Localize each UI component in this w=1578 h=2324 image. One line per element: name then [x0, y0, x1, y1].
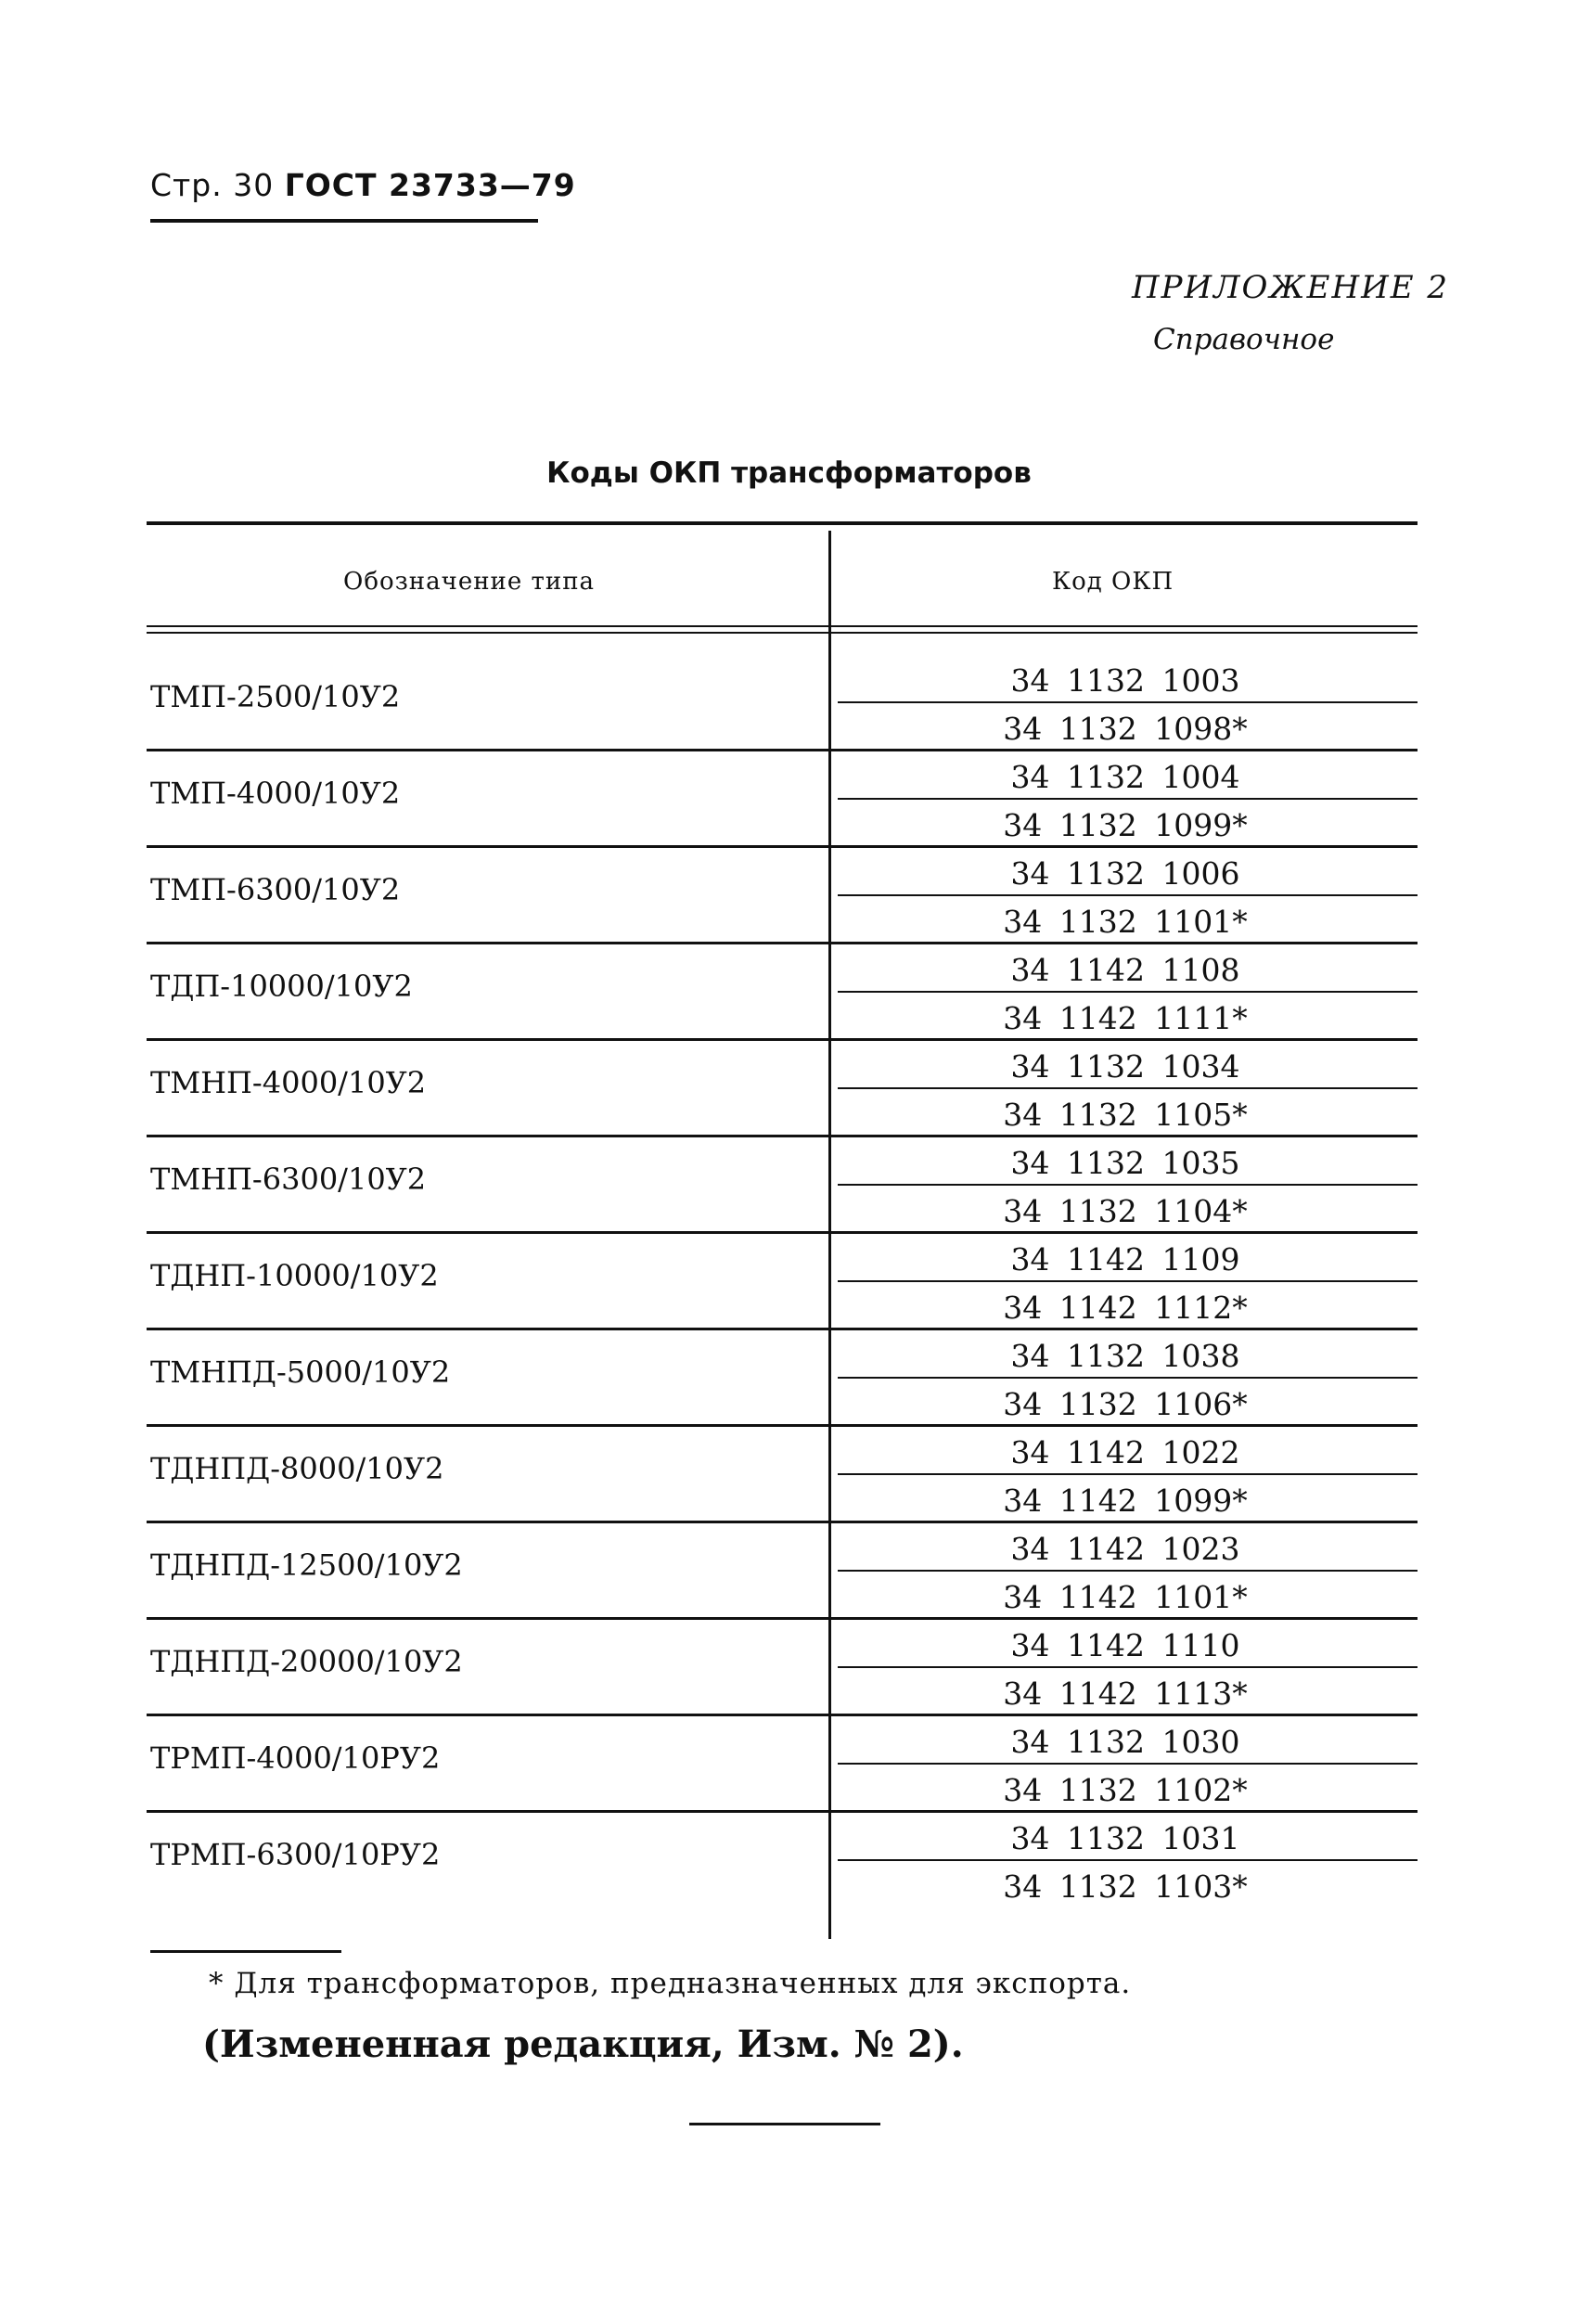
- okp-code: 34 1132 1003: [1010, 662, 1240, 699]
- code-separator: [838, 1184, 1418, 1186]
- okp-code: 34 1132 1031: [1010, 1820, 1240, 1856]
- code-separator: [838, 1377, 1418, 1379]
- okp-code: 34 1132 1034: [1010, 1048, 1240, 1085]
- end-rule: [689, 2123, 880, 2125]
- okp-code: 34 1132 1035: [1010, 1145, 1240, 1181]
- code-separator: [838, 894, 1418, 896]
- okp-code: 34 1142 1112*: [1003, 1290, 1248, 1326]
- row-separator: [147, 1328, 1418, 1330]
- okp-code: 34 1142 1109: [1010, 1241, 1240, 1278]
- okp-code: 34 1132 1102*: [1003, 1772, 1248, 1808]
- type-designation: ТМНПД-5000/10У2: [150, 1355, 451, 1390]
- row-separator: [147, 1135, 1418, 1137]
- type-designation: ТРМП-6300/10РУ2: [150, 1837, 441, 1872]
- type-designation: ТМНП-6300/10У2: [150, 1162, 427, 1197]
- okp-code: 34 1142 1099*: [1003, 1483, 1248, 1519]
- row-separator: [147, 1231, 1418, 1234]
- row-separator: [147, 1714, 1418, 1716]
- code-separator: [838, 1859, 1418, 1861]
- code-separator: [838, 1763, 1418, 1765]
- code-separator: [838, 1280, 1418, 1282]
- page-number: Стр. 30: [150, 167, 275, 203]
- row-separator: [147, 1617, 1418, 1620]
- okp-code: 34 1132 1099*: [1003, 807, 1248, 843]
- row-separator: [147, 845, 1418, 848]
- okp-code: 34 1142 1110: [1010, 1627, 1240, 1663]
- okp-code: 34 1142 1101*: [1003, 1579, 1248, 1615]
- row-separator: [147, 1521, 1418, 1523]
- table-top-rule: [147, 521, 1418, 525]
- type-designation: ТДП-10000/10У2: [150, 969, 413, 1004]
- type-designation: ТРМП-4000/10РУ2: [150, 1740, 441, 1776]
- code-separator: [838, 701, 1418, 703]
- code-separator: [838, 991, 1418, 993]
- appendix-title: ПРИЛОЖЕНИЕ 2: [1132, 269, 1450, 306]
- okp-code: 34 1142 1113*: [1003, 1676, 1248, 1712]
- code-separator: [838, 1570, 1418, 1572]
- page-header: [150, 167, 576, 203]
- okp-code: 34 1132 1101*: [1003, 904, 1248, 940]
- type-designation: ТДНПД-8000/10У2: [150, 1451, 444, 1486]
- type-designation: ТМП-2500/10У2: [150, 679, 401, 714]
- type-designation: ТДНПД-12500/10У2: [150, 1547, 463, 1583]
- footnote: * Для трансформаторов, предназначенных для экспорта.: [209, 1967, 1132, 2000]
- okp-code: 34 1132 1098*: [1003, 711, 1248, 747]
- column-header-type: Обозначение типа: [343, 568, 596, 596]
- code-separator: [838, 798, 1418, 800]
- okp-code: 34 1142 1023: [1010, 1531, 1240, 1567]
- column-header-code: Код ОКП: [1052, 568, 1174, 596]
- type-designation: ТМНП-4000/10У2: [150, 1065, 427, 1100]
- row-separator: [147, 1810, 1418, 1813]
- standard-number: ГОСТ 23733—79: [284, 167, 576, 203]
- okp-code: 34 1132 1004: [1010, 759, 1240, 795]
- okp-code: 34 1142 1022: [1010, 1434, 1240, 1470]
- footnote-rule: [150, 1950, 341, 1953]
- code-separator: [838, 1087, 1418, 1089]
- type-designation: ТДНПД-20000/10У2: [150, 1644, 463, 1679]
- type-designation: ТМП-6300/10У2: [150, 872, 401, 907]
- okp-code: 34 1142 1111*: [1003, 1000, 1248, 1036]
- okp-code: 34 1132 1006: [1010, 855, 1240, 892]
- okp-code: 34 1142 1108: [1010, 952, 1240, 988]
- okp-code: 34 1132 1038: [1010, 1338, 1240, 1374]
- edition-note: (Измененная редакция, Изм. № 2).: [202, 2022, 964, 2066]
- okp-code: 34 1132 1105*: [1003, 1097, 1248, 1133]
- row-separator: [147, 942, 1418, 944]
- okp-code: 34 1132 1103*: [1003, 1868, 1248, 1905]
- row-separator: [147, 749, 1418, 751]
- code-separator: [838, 1666, 1418, 1668]
- type-designation: ТДНП-10000/10У2: [150, 1258, 439, 1293]
- header-rule: [150, 219, 538, 223]
- type-designation: ТМП-4000/10У2: [150, 776, 401, 811]
- header-double-rule-1: [147, 625, 1418, 627]
- row-separator: [147, 1038, 1418, 1041]
- row-separator: [147, 1424, 1418, 1427]
- table-title: Коды ОКП трансформаторов: [546, 456, 1032, 490]
- okp-code: 34 1132 1106*: [1003, 1386, 1248, 1422]
- code-separator: [838, 1473, 1418, 1475]
- column-divider: [828, 531, 831, 1939]
- okp-code: 34 1132 1104*: [1003, 1193, 1248, 1229]
- okp-code: 34 1132 1030: [1010, 1724, 1240, 1760]
- header-double-rule-2: [147, 632, 1418, 634]
- appendix-subtitle: Справочное: [1153, 323, 1335, 356]
